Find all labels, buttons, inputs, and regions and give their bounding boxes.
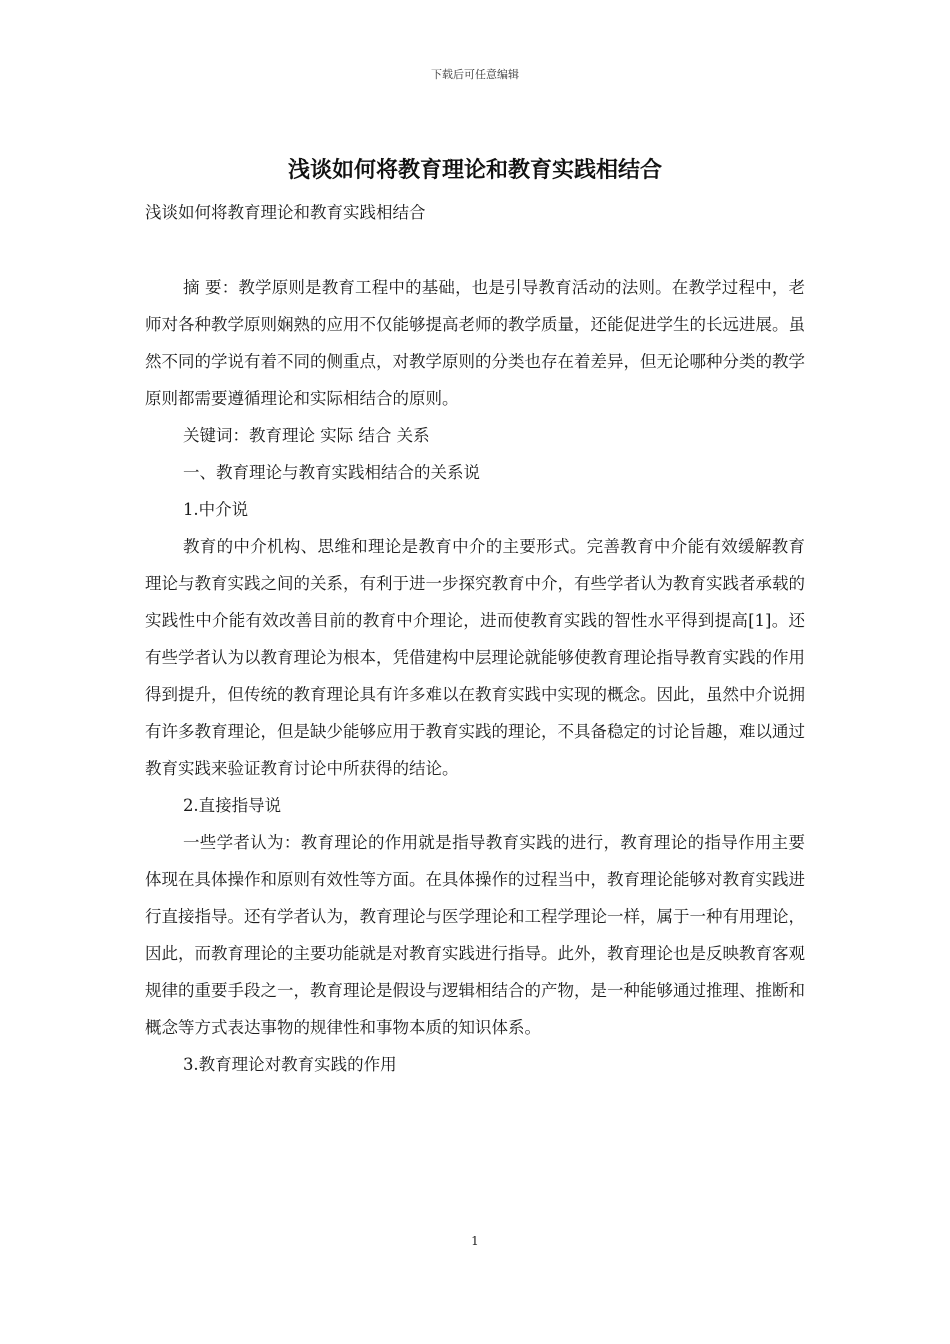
subsection-heading: 3.教育理论对教育实践的作用 [182,1055,397,1074]
document-body [145,269,805,1083]
body-paragraph: 一些学者认为：教育理论的作用就是指导教育实践的进行，教育理论的指导作用主要体现在具体操作和原则有效性等方面。在具体操作的过程当中，教育理论能够对教育实践进行直接指导。还有学者认为，教育理论与医学理论和工程学理论一样，属于一种有用理论，因此，而教育理论的主要功能就是对教育实践进行指导。此外，教育理论也是反映教育客观规律的重要手段之一，教育理论是假设与逻辑相结合的产物，是一种能够通过推理、推断和概念等方式表达事物的规律性和事物本质的知识体系。 [145,833,805,1037]
document-subtitle: 浅谈如何将教育理论和教育实践相结合 [145,203,426,222]
page-number: 1 [471,1234,479,1248]
abstract-paragraph: 摘 要：教学原则是教育工程中的基础，也是引导教育活动的法则。在教学过程中，老师对各种教学原则娴熟的应用不仅能够提高老师的教学质量，还能促进学生的长远进展。虽然不同的学说有着不同的侧重点，对教学原则的分类也存在着差异，但无论哪种分类的教学原则都需要遵循理论和实际相结合的原则。 [145,278,805,408]
subsection-heading: 2.直接指导说 [182,796,282,815]
body-paragraph: 教育的中介机构、思维和理论是教育中介的主要形式。完善教育中介能有效缓解教育理论与教育实践之间的关系，有利于进一步探究教育中介，有些学者认为教育实践者承载的实践性中介能有效改善目前的教育中介理论，进而使教育实践的智性水平得到提高[1]。还有些学者认为以教育理论为根本，凭借建构中层理论就能够使教育理论指导教育实践的作用得到提升，但传统的教育理论具有许多难以在教育实践中实现的概念。因此，虽然中介说拥有许多教育理论，但是缺少能够应用于教育实践的理论，不具备稳定的讨论旨趣，难以通过教育实践来验证教育讨论中所获得的结论。 [145,537,805,778]
subsection-heading: 1.中介说 [182,500,249,519]
document-title: 浅谈如何将教育理论和教育实践相结合 [287,157,662,183]
section-heading: 一、教育理论与教育实践相结合的关系说 [182,463,480,482]
keywords-line: 关键词：教育理论 实际 结合 关系 [182,426,430,445]
page-header-note: 下载后可任意编辑 [431,68,519,81]
